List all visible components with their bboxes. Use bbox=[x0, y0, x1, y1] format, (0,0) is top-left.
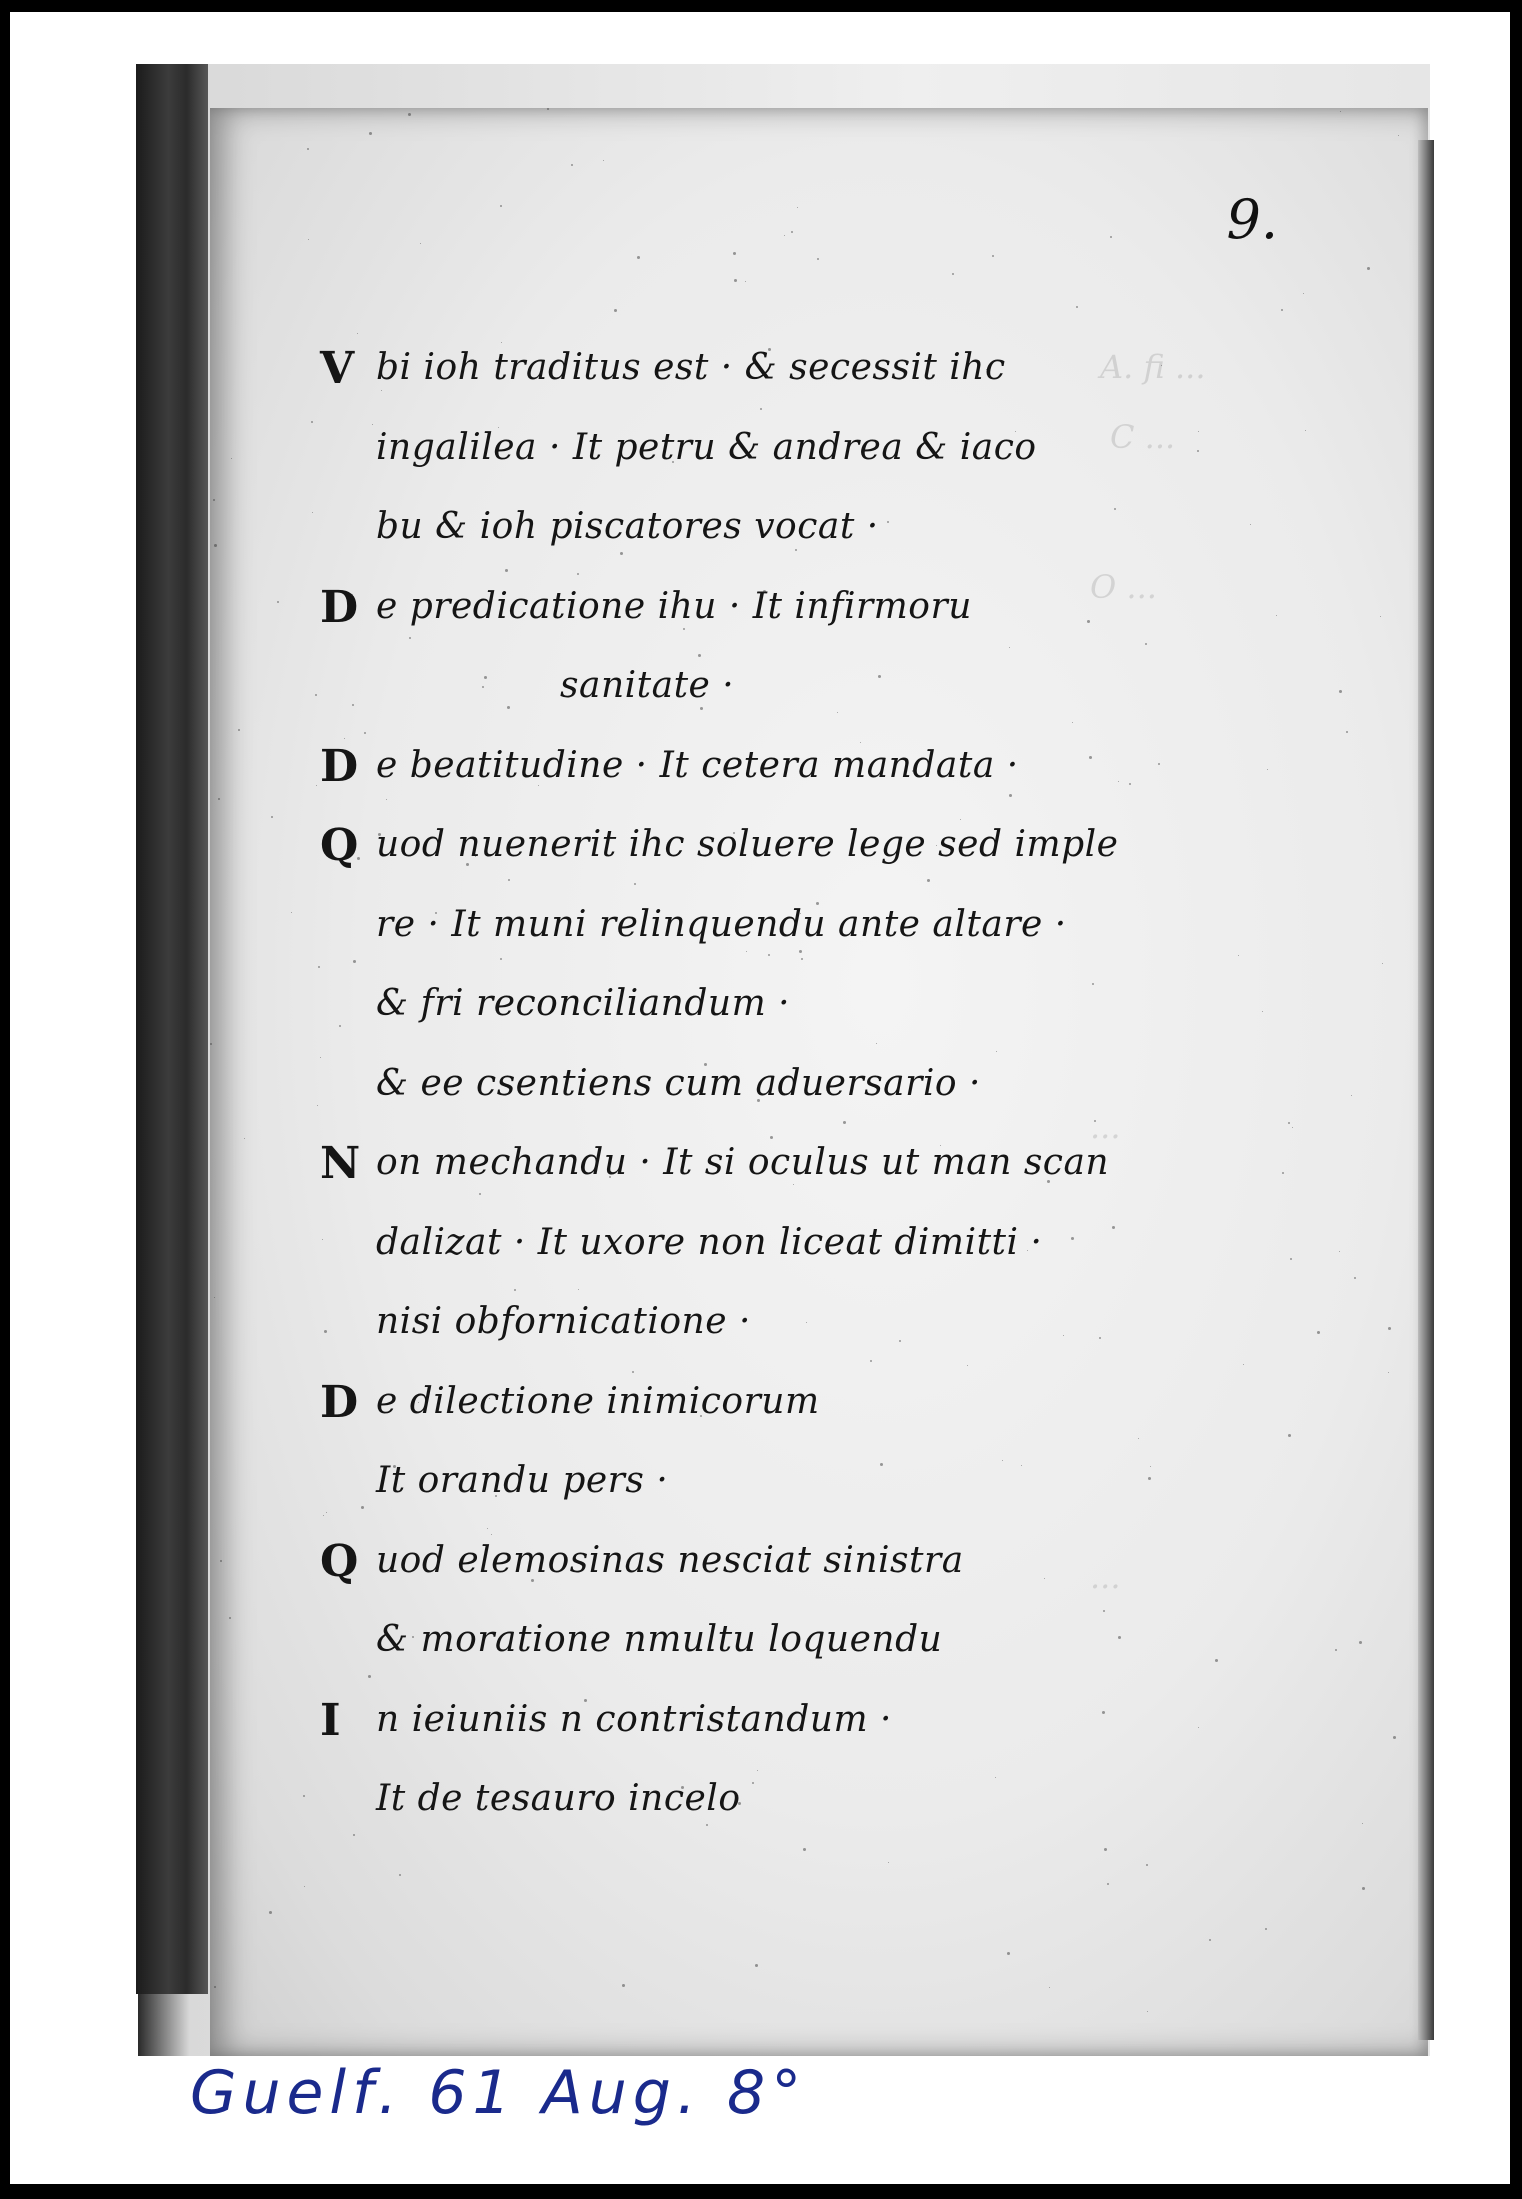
line-text: sanitate · bbox=[560, 665, 735, 706]
photo-speck bbox=[603, 160, 604, 161]
photo-speck bbox=[357, 857, 360, 860]
photo-speck bbox=[372, 424, 373, 425]
initial-letter: V bbox=[320, 343, 355, 394]
photo-speck bbox=[870, 1360, 872, 1362]
manuscript-line bbox=[320, 1377, 1320, 1457]
line-text: re · It muni relinquendu ante altare · bbox=[376, 903, 1067, 945]
photo-speck bbox=[353, 1834, 355, 1836]
initial-letter: N bbox=[320, 1138, 361, 1189]
photo-speck bbox=[760, 408, 762, 410]
photo-speck bbox=[704, 1063, 707, 1066]
photo-speck bbox=[277, 601, 279, 603]
photo-speck bbox=[214, 544, 217, 547]
photo-speck bbox=[229, 1617, 231, 1619]
photo-speck bbox=[214, 1986, 216, 1988]
photo-speck bbox=[312, 512, 313, 513]
photo-speck bbox=[498, 427, 499, 428]
photo-speck bbox=[1281, 309, 1283, 311]
manuscript-line bbox=[320, 1138, 1320, 1218]
photo-speck bbox=[1118, 781, 1119, 782]
photo-speck bbox=[770, 1136, 773, 1139]
photo-speck bbox=[1282, 1172, 1284, 1174]
photo-speck bbox=[487, 1528, 488, 1529]
photo-speck bbox=[1238, 955, 1239, 956]
line-text: bu & ioh piscatores vocat · bbox=[376, 506, 879, 547]
photo-speck bbox=[584, 1699, 587, 1702]
photo-speck bbox=[531, 1579, 534, 1582]
initial-letter: I bbox=[320, 1694, 342, 1746]
bleed-through-text: ... bbox=[1090, 1558, 1121, 1596]
manuscript-line bbox=[320, 1536, 1320, 1616]
photo-speck bbox=[681, 1786, 684, 1789]
photo-speck bbox=[1398, 135, 1399, 136]
photo-speck bbox=[412, 1636, 414, 1638]
photo-speck bbox=[326, 1512, 327, 1513]
photo-speck bbox=[698, 654, 701, 657]
manuscript-line bbox=[320, 820, 1320, 900]
photo-speck bbox=[1071, 1237, 1074, 1240]
photo-speck bbox=[482, 686, 484, 688]
photo-speck bbox=[752, 1782, 754, 1784]
photo-speck bbox=[733, 252, 736, 255]
photo-speck bbox=[803, 1848, 806, 1851]
photo-speck bbox=[303, 1795, 305, 1797]
line-text: n ieiuniis n contristandum · bbox=[376, 1698, 892, 1740]
photo-speck bbox=[344, 738, 345, 739]
photo-speck bbox=[1047, 1180, 1050, 1183]
line-text: e beatitudine · It cetera mandata · bbox=[376, 744, 1019, 786]
photo-speck bbox=[320, 1057, 321, 1058]
photo-speck bbox=[1009, 647, 1010, 648]
photo-speck bbox=[622, 1984, 625, 1987]
photo-speck bbox=[1138, 1438, 1139, 1439]
photo-speck bbox=[1161, 365, 1162, 366]
photo-speck bbox=[1107, 1883, 1109, 1885]
photo-speck bbox=[1362, 1887, 1365, 1890]
initial-letter: D bbox=[320, 1376, 359, 1428]
photo-speck bbox=[291, 912, 292, 913]
photo-speck bbox=[352, 704, 354, 706]
manuscript-text bbox=[320, 343, 1320, 1854]
initial-letter: Q bbox=[320, 1535, 359, 1587]
line-text: & ee csentiens cum aduersario · bbox=[376, 1062, 981, 1104]
photo-speck bbox=[817, 258, 819, 260]
photo-speck bbox=[547, 108, 549, 110]
photo-speck bbox=[1076, 306, 1078, 308]
photo-speck bbox=[996, 1051, 997, 1052]
photo-speck bbox=[1380, 616, 1381, 617]
photo-speck bbox=[1015, 431, 1016, 432]
photo-speck bbox=[1209, 1939, 1211, 1941]
photo-speck bbox=[1250, 524, 1251, 525]
photo-speck bbox=[369, 132, 372, 135]
photo-speck bbox=[1354, 1277, 1356, 1279]
photo-speck bbox=[1276, 615, 1277, 616]
photo-speck bbox=[960, 819, 961, 820]
photo-speck bbox=[992, 255, 994, 257]
photo-speck bbox=[308, 239, 309, 240]
line-text: ingalilea · It petru & andrea & iaco bbox=[376, 426, 1037, 468]
photo-speck bbox=[1103, 1610, 1105, 1612]
photo-speck bbox=[578, 1289, 579, 1290]
photo-speck bbox=[1267, 769, 1268, 770]
photo-speck bbox=[1148, 1477, 1151, 1480]
photo-speck bbox=[986, 369, 987, 370]
photo-speck bbox=[311, 421, 313, 423]
photo-speck bbox=[318, 966, 320, 968]
photo-speck bbox=[1367, 267, 1370, 270]
photo-speck bbox=[514, 1289, 516, 1291]
photo-speck bbox=[791, 231, 793, 233]
photo-speck bbox=[637, 256, 640, 259]
photo-speck bbox=[315, 694, 317, 696]
photo-speck bbox=[793, 1184, 794, 1185]
photo-speck bbox=[1158, 763, 1160, 765]
photo-speck bbox=[1129, 783, 1131, 785]
photo-speck bbox=[213, 499, 215, 501]
photo-speck bbox=[702, 844, 705, 847]
photo-speck bbox=[1339, 1251, 1340, 1252]
line-text: & moratione nmultu loquendu bbox=[376, 1619, 943, 1660]
photo-speck bbox=[1393, 1736, 1396, 1739]
photo-speck bbox=[214, 1297, 215, 1298]
photo-speck bbox=[1340, 111, 1341, 112]
photo-speck bbox=[799, 950, 802, 953]
manuscript-line bbox=[320, 582, 1320, 662]
photo-speck bbox=[1197, 450, 1199, 452]
photo-speck bbox=[571, 164, 573, 166]
shelfmark-handwritten: Guelf. 61 Aug. 8° bbox=[190, 2058, 808, 2128]
photo-speck bbox=[218, 798, 220, 800]
bleed-through-text: C ... bbox=[1110, 418, 1176, 456]
manuscript-line bbox=[320, 502, 1320, 582]
photo-speck bbox=[878, 675, 881, 678]
photo-speck bbox=[706, 1824, 708, 1826]
photo-speck bbox=[244, 1138, 245, 1139]
photo-speck bbox=[843, 1121, 846, 1124]
photo-speck bbox=[620, 552, 623, 555]
photo-speck bbox=[420, 243, 421, 244]
manuscript-line bbox=[320, 1456, 1320, 1536]
photo-speck bbox=[1027, 1250, 1028, 1251]
line-text: nisi obfornicatione · bbox=[376, 1301, 751, 1342]
photo-speck bbox=[1094, 1120, 1096, 1122]
photo-speck bbox=[378, 833, 381, 836]
manuscript-line bbox=[320, 1218, 1320, 1298]
photo-speck bbox=[681, 1722, 682, 1723]
photo-speck bbox=[269, 1911, 272, 1914]
photo-speck bbox=[361, 1506, 364, 1509]
photo-speck bbox=[271, 816, 273, 818]
photo-speck bbox=[995, 1777, 996, 1778]
photo-speck bbox=[1021, 1465, 1022, 1466]
photo-speck bbox=[1382, 963, 1383, 964]
line-text: It orandu pers · bbox=[376, 1460, 669, 1501]
photo-speck bbox=[1063, 1335, 1064, 1336]
photo-speck bbox=[1099, 1337, 1101, 1339]
manuscript-line bbox=[320, 1297, 1320, 1377]
manuscript-line bbox=[320, 1059, 1320, 1139]
photo-speck bbox=[1388, 1327, 1391, 1330]
photo-speck bbox=[1243, 1364, 1244, 1365]
photo-speck bbox=[479, 1193, 481, 1195]
photo-speck bbox=[936, 845, 937, 846]
photo-speck bbox=[1092, 983, 1094, 985]
initial-letter: D bbox=[320, 581, 359, 633]
photo-speck bbox=[418, 1402, 419, 1403]
photo-speck bbox=[353, 960, 356, 963]
photo-speck bbox=[1265, 1928, 1267, 1930]
photo-speck bbox=[795, 549, 797, 551]
photo-speck bbox=[500, 958, 502, 960]
photo-speck bbox=[1102, 1711, 1105, 1714]
photo-speck bbox=[876, 1043, 877, 1044]
photo-speck bbox=[1114, 508, 1116, 510]
photo-speck bbox=[435, 912, 437, 914]
photo-speck bbox=[324, 1330, 327, 1333]
line-text: on mechandu · It si oculus ut man scan bbox=[376, 1142, 1110, 1183]
manuscript-line bbox=[320, 741, 1320, 821]
initial-letter: Q bbox=[320, 820, 359, 871]
photo-speck bbox=[757, 1770, 758, 1771]
photo-speck bbox=[1351, 1095, 1352, 1096]
photo-speck bbox=[508, 879, 510, 881]
line-text: dalizat · It uxore non liceat dimitti · bbox=[376, 1221, 1043, 1263]
photo-speck bbox=[734, 279, 737, 282]
photo-speck bbox=[1150, 1466, 1151, 1467]
photo-speck bbox=[322, 1239, 323, 1240]
photo-speck bbox=[491, 1534, 492, 1535]
line-text: uod nuenerit ihc soluere lege sed imple bbox=[376, 824, 1119, 865]
manuscript-line bbox=[320, 900, 1320, 980]
photo-speck bbox=[1303, 293, 1304, 294]
photo-speck bbox=[1146, 1864, 1148, 1866]
photo-speck bbox=[837, 712, 838, 713]
photo-speck bbox=[614, 309, 617, 312]
photo-speck bbox=[1044, 1578, 1045, 1579]
manuscript-page bbox=[210, 108, 1428, 2056]
photo-speck bbox=[746, 951, 747, 952]
photo-speck bbox=[1339, 690, 1342, 693]
photo-speck bbox=[1359, 1641, 1362, 1644]
book-spine bbox=[136, 64, 208, 1994]
folio-number: 9. bbox=[1226, 188, 1278, 251]
photo-speck bbox=[801, 958, 803, 960]
photo-speck bbox=[307, 148, 309, 150]
photo-speck bbox=[475, 856, 476, 857]
photo-speck bbox=[1388, 1372, 1389, 1373]
photo-speck bbox=[880, 1463, 883, 1466]
photo-speck bbox=[927, 879, 930, 882]
photo-speck bbox=[1288, 1122, 1290, 1124]
photo-speck bbox=[500, 205, 502, 207]
photo-speck bbox=[952, 273, 954, 275]
bleed-through-text: O ... bbox=[1090, 568, 1157, 606]
photo-speck bbox=[339, 1025, 341, 1027]
photo-speck bbox=[393, 1465, 396, 1468]
photo-speck bbox=[757, 1099, 760, 1102]
photo-speck bbox=[1002, 1460, 1003, 1461]
photo-speck bbox=[1147, 2011, 1148, 2012]
photo-speck bbox=[784, 235, 785, 236]
photo-speck bbox=[495, 1495, 497, 1497]
photo-speck bbox=[1087, 620, 1090, 623]
photo-speck bbox=[887, 521, 889, 523]
line-text: e dilectione inimicorum bbox=[376, 1380, 820, 1422]
photo-speck bbox=[1305, 430, 1306, 431]
line-text: & fri reconciliandum · bbox=[376, 983, 791, 1024]
photo-speck bbox=[1346, 731, 1348, 733]
photo-speck bbox=[231, 458, 232, 459]
line-text: uod elemosinas nesciat sinistra bbox=[376, 1539, 964, 1581]
photo-speck bbox=[1288, 1434, 1291, 1437]
photo-speck bbox=[1089, 756, 1092, 759]
photo-speck bbox=[763, 590, 766, 593]
photo-speck bbox=[210, 1043, 212, 1045]
photo-speck bbox=[1335, 1649, 1337, 1651]
photo-speck bbox=[538, 785, 539, 786]
photo-speck bbox=[364, 732, 366, 734]
photo-speck bbox=[501, 342, 502, 343]
photo-speck bbox=[632, 1371, 634, 1373]
photo-speck bbox=[806, 1322, 807, 1323]
photo-speck bbox=[368, 1675, 371, 1678]
photo-speck bbox=[683, 628, 685, 630]
photo-speck bbox=[700, 1415, 702, 1417]
bleed-through-text: A. fi ... bbox=[1100, 348, 1206, 386]
photo-speck bbox=[408, 113, 411, 116]
photo-speck bbox=[755, 1964, 758, 1967]
photo-speck bbox=[484, 676, 487, 679]
photo-speck bbox=[489, 1398, 490, 1399]
manuscript-line bbox=[320, 1615, 1320, 1695]
photo-speck bbox=[220, 1560, 222, 1562]
photo-speck bbox=[1112, 1226, 1115, 1229]
photo-speck bbox=[912, 770, 914, 772]
photo-speck bbox=[745, 281, 746, 282]
photo-speck bbox=[700, 707, 703, 710]
photo-speck bbox=[733, 832, 735, 834]
photo-speck bbox=[800, 913, 801, 914]
photo-speck bbox=[577, 573, 579, 575]
photo-speck bbox=[409, 637, 411, 639]
photo-speck bbox=[381, 390, 382, 391]
photo-speck bbox=[797, 207, 798, 208]
photo-speck bbox=[357, 333, 358, 334]
photo-speck bbox=[1215, 1659, 1218, 1662]
page-edge bbox=[1418, 140, 1434, 2040]
photo-speck bbox=[1317, 1331, 1320, 1334]
photo-speck bbox=[304, 1886, 305, 1887]
photo-speck bbox=[672, 461, 674, 463]
photo-speck bbox=[768, 348, 771, 351]
line-text: e predicatione ihu · It infirmoru bbox=[376, 585, 972, 627]
photo-speck bbox=[317, 1105, 318, 1106]
photo-speck bbox=[238, 729, 240, 731]
photo-speck bbox=[888, 1862, 889, 1863]
photo-speck bbox=[1290, 1258, 1292, 1260]
photo-speck bbox=[1362, 1823, 1363, 1824]
initial-letter: D bbox=[320, 740, 359, 792]
photo-speck bbox=[1007, 1952, 1010, 1955]
photo-speck bbox=[1198, 431, 1199, 432]
photo-speck bbox=[609, 1176, 611, 1178]
photo-speck bbox=[1262, 1011, 1263, 1012]
photo-speck bbox=[323, 1515, 324, 1516]
photo-speck bbox=[1292, 1127, 1293, 1128]
bleed-through-text: ... bbox=[1090, 1108, 1121, 1146]
photo-speck bbox=[1145, 643, 1147, 645]
manuscript-line bbox=[320, 423, 1320, 503]
photo-speck bbox=[505, 569, 508, 572]
manuscript-line bbox=[320, 1774, 1320, 1854]
photo-speck bbox=[634, 883, 636, 885]
manuscript-line bbox=[320, 661, 1320, 741]
photo-speck bbox=[1049, 1987, 1050, 1988]
line-text: It de tesauro incelo bbox=[376, 1778, 741, 1819]
photo-speck bbox=[899, 1340, 901, 1342]
photo-speck bbox=[738, 1802, 741, 1805]
photo-speck bbox=[906, 361, 909, 364]
line-text: bi ioh traditus est · & secessit ihc bbox=[376, 347, 1006, 388]
photo-speck bbox=[1104, 1848, 1107, 1851]
manuscript-line bbox=[320, 343, 1320, 423]
photo-speck bbox=[768, 954, 770, 956]
photo-speck bbox=[816, 902, 819, 905]
photo-speck bbox=[316, 785, 317, 786]
photo-speck bbox=[1009, 794, 1012, 797]
photo-speck bbox=[967, 1365, 968, 1366]
manuscript-line bbox=[320, 979, 1320, 1059]
photo-speck bbox=[507, 706, 510, 709]
photo-speck bbox=[1118, 1636, 1121, 1639]
photo-speck bbox=[1110, 236, 1112, 238]
photo-speck bbox=[399, 1874, 401, 1876]
photo-speck bbox=[351, 594, 353, 596]
photo-speck bbox=[860, 742, 861, 743]
manuscript-line bbox=[320, 1695, 1320, 1775]
photo-speck bbox=[940, 1145, 941, 1146]
photo-speck bbox=[466, 863, 469, 866]
photo-speck bbox=[386, 799, 387, 800]
photo-speck bbox=[1198, 1727, 1199, 1728]
photo-speck bbox=[1072, 722, 1073, 723]
